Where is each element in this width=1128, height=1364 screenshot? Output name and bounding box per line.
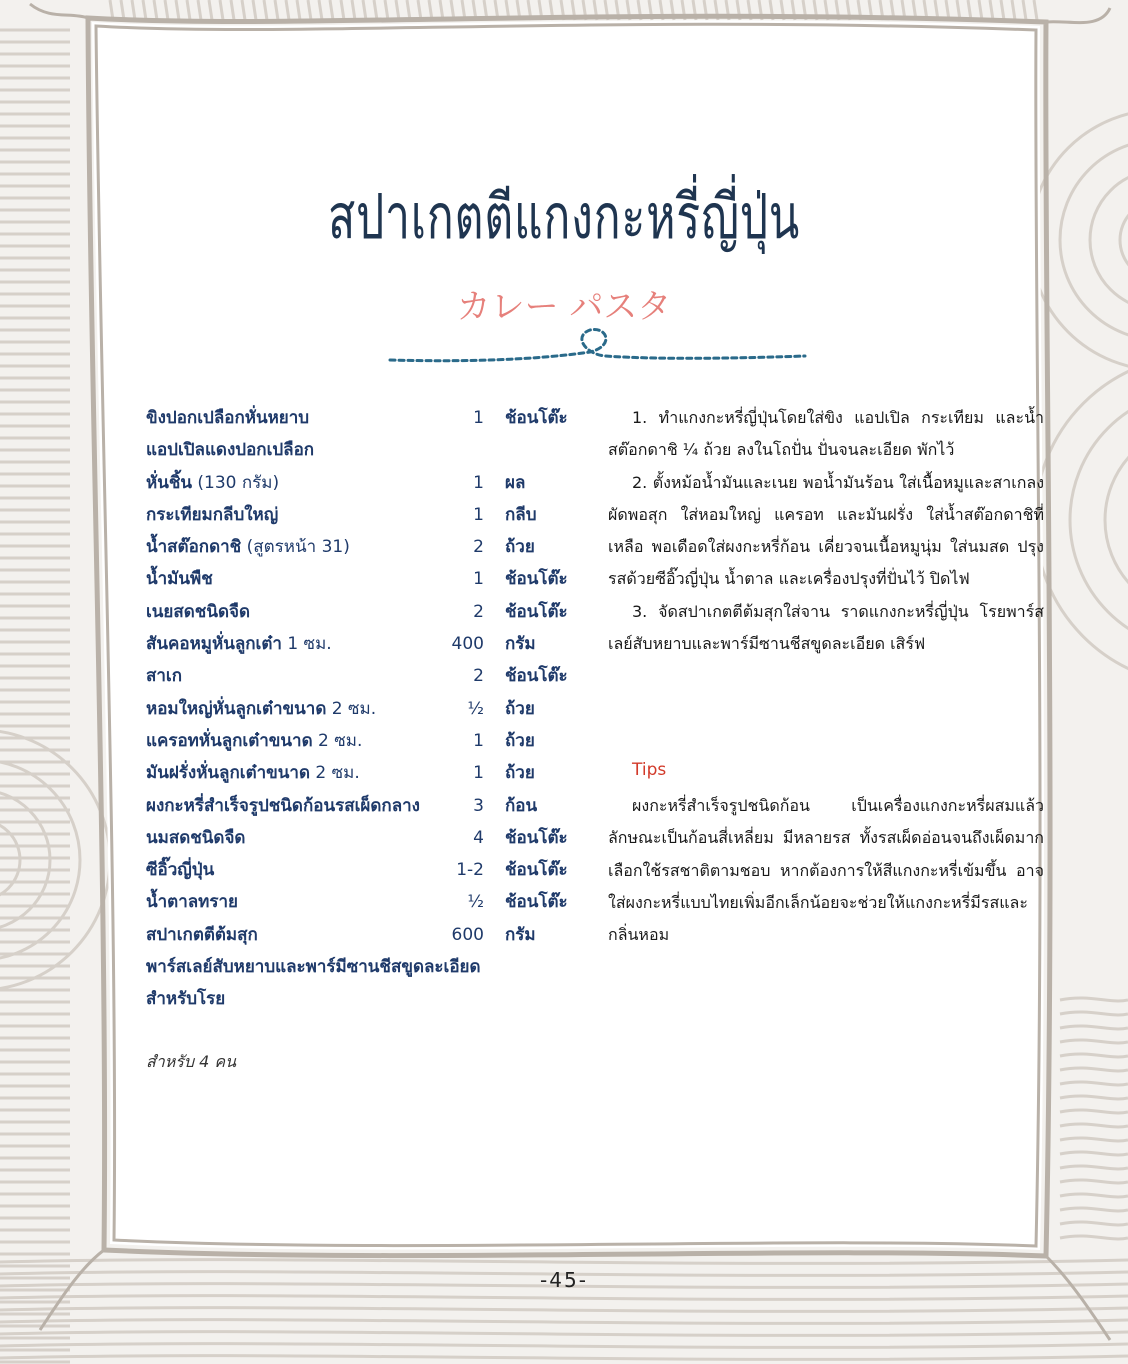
ingredient-quantity: ½ — [467, 698, 484, 719]
ingredient-name-main: น้ำสต๊อกดาชิ — [146, 537, 242, 558]
ingredient-name — [146, 531, 350, 563]
ingredient-row — [146, 790, 586, 822]
ingredient-row — [146, 660, 586, 692]
ingredient-row — [146, 402, 586, 434]
ingredient-name-detail: 2 ซม. — [326, 698, 377, 719]
ingredient-quantity: 1 — [473, 408, 484, 428]
ingredient-name: ผงกะหรี่สำเร็จรูปชนิดก้อนรสเผ็ดกลาง — [146, 795, 420, 816]
ingredient-row — [146, 628, 586, 660]
tips-section — [608, 790, 1044, 951]
ingredient-quantity: 400 — [451, 634, 484, 655]
step-2: 2. ตั้งหม้อน้ำมันและเนย พอน้ำมันร้อน ใส่เนื้อหมูและสาเกลงผัดพอสุก ใส่หอมใหญ่ แครอท และมันฝรั่ง ใส่น้ำสต๊อกดาชิที่เหลือ พอเดือดใส่ผงกะหรี่ก้อน เคี่ยวจนเนื้อหมูนุ่ม ใส่นมสด ปรุงรสด้วยซีอิ๊วญี่ปุ่น น้ำตาล และเครื่องปรุงที่ปั่นไว้ ปิดไฟ — [608, 472, 1044, 589]
ingredient-name — [146, 693, 376, 725]
ingredient-row — [146, 563, 586, 595]
page-number: -45- — [540, 1268, 588, 1292]
ingredient-row — [146, 434, 586, 466]
ingredient-name-detail: 2 ซม. — [309, 763, 360, 784]
step-1: 1. ทำแกงกะหรี่ญี่ปุ่นโดยใส่ขิง แอปเปิล กระเทียม และน้ำสต๊อกดาชิ ¼ ถ้วย ลงในโถปั่น ปั่นจนละเอียด พักไว้ — [608, 408, 1044, 460]
ingredient-name-detail: (สูตรหน้า 31) — [241, 537, 350, 558]
ingredient-row — [146, 886, 586, 918]
ingredient-name — [146, 725, 362, 757]
ingredient-name: ซีอิ๊วญี่ปุ่น — [146, 860, 215, 881]
ingredient-unit: ช้อนโต๊ะ — [505, 569, 568, 590]
ingredient-unit: กลีบ — [505, 504, 537, 525]
tips-heading: Tips — [632, 760, 667, 780]
ingredient-name — [146, 628, 332, 660]
ingredient-unit: ถ้วย — [505, 698, 535, 719]
ingredient-row — [146, 951, 586, 983]
ingredient-quantity: 1 — [473, 730, 484, 751]
ingredient-row — [146, 531, 586, 563]
ingredient-quantity: 600 — [451, 924, 484, 945]
ingredient-name-main: หั่นชิ้น — [146, 472, 192, 493]
ingredient-quantity: 3 — [473, 795, 484, 816]
ingredient-quantity: ½ — [467, 892, 484, 913]
ingredient-row — [146, 854, 586, 886]
ingredient-name-detail: 1 ซม. — [281, 634, 332, 655]
ingredient-name: พาร์สเลย์สับหยาบและพาร์มีซานชีสขูดละเอียด — [146, 957, 481, 978]
ingredient-unit: ช้อนโต๊ะ — [505, 827, 568, 848]
ingredient-unit: ช้อนโต๊ะ — [505, 860, 568, 881]
ingredient-name-detail: (130 กรัม) — [192, 472, 280, 493]
ingredient-row — [146, 822, 586, 854]
ingredient-unit: ถ้วย — [505, 537, 535, 558]
ingredient-name: เนยสดชนิดจืด — [146, 601, 251, 622]
method-steps — [608, 402, 1044, 660]
ingredient-name: น้ำตาลทราย — [146, 892, 239, 913]
ingredient-quantity: 1 — [473, 569, 484, 590]
ingredient-name-main: แครอทหั่นลูกเต๋าขนาด — [146, 730, 313, 751]
ingredient-row — [146, 499, 586, 531]
ingredient-name-detail: 2 ซม. — [312, 730, 363, 751]
ingredient-row — [146, 596, 586, 628]
serves-note: สำหรับ 4 คน — [146, 1052, 237, 1071]
ingredient-unit: ช้อนโต๊ะ — [505, 601, 568, 622]
step-3: 3. จัดสปาเกตตีต้มสุกใส่จาน ราดแกงกะหรี่ญี่ปุ่น โรยพาร์สเลย์สับหยาบและพาร์มีซานชีสขูดละเอียด เสิร์ฟ — [608, 601, 1044, 654]
ingredient-quantity: 1 — [473, 504, 484, 525]
ingredient-name: น้ำมันพืช — [146, 569, 213, 590]
dashed-divider-ornament — [385, 322, 810, 372]
ingredient-quantity: 2 — [473, 601, 484, 622]
ingredient-name: นมสดชนิดจืด — [146, 827, 246, 848]
ingredient-unit: ถ้วย — [505, 763, 535, 784]
ingredient-quantity: 1 — [473, 763, 484, 784]
ingredient-unit: ช้อนโต๊ะ — [505, 892, 568, 913]
ingredient-row — [146, 467, 586, 499]
ingredient-name — [146, 757, 360, 789]
ingredient-row — [146, 919, 586, 951]
ingredient-name-main: หอมใหญ่หั่นลูกเต๋าขนาด — [146, 698, 327, 719]
ingredient-unit: ช้อนโต๊ะ — [505, 666, 568, 687]
ingredient-name-main: สันคอหมูหั่นลูกเต๋า — [146, 634, 282, 655]
ingredient-quantity: 1 — [473, 472, 484, 493]
ingredient-quantity: 4 — [473, 827, 484, 848]
ingredients-list — [146, 402, 586, 1016]
ingredient-row — [146, 757, 586, 789]
ingredient-unit: ช้อนโต๊ะ — [505, 408, 568, 428]
page-title: สปาเกตตีแกงกะหรี่ญี่ปุ่น — [327, 180, 801, 253]
ingredient-row — [146, 693, 586, 725]
ingredient-unit: ก้อน — [505, 795, 538, 816]
ingredient-unit: กรัม — [505, 634, 536, 655]
ingredient-quantity: 1-2 — [456, 860, 484, 881]
page-subtitle: カレー パスタ — [456, 287, 672, 327]
ingredient-row — [146, 983, 586, 1015]
tips-text: ผงกะหรี่สำเร็จรูปชนิดก้อน เป็นเครื่องแกงกะหรี่ผสมแล้วลักษณะเป็นก้อนสี่เหลี่ยม มีหลายรส ทั้งรสเผ็ดอ่อนจนถึงเผ็ดมาก เลือกใช้รสชาติตามชอบ หากต้องการให้สีแกงกะหรี่เข้มขึ้น อาจใส่ผงกะหรี่แบบไทยเพิ่มอีกเล็กน้อยจะช่วยให้แกงกะหรี่มีรสและกลิ่นหอม — [608, 796, 1044, 945]
ingredient-name-main: มันฝรั่งหั่นลูกเต๋าขนาด — [146, 763, 310, 784]
ingredient-quantity: 2 — [473, 666, 484, 687]
ingredient-name: สำหรับโรย — [146, 989, 226, 1010]
ingredient-name: สปาเกตตีต้มสุก — [146, 924, 258, 945]
ingredient-unit: ผล — [505, 472, 526, 493]
ingredient-name: สาเก — [146, 666, 183, 687]
ingredient-row — [146, 725, 586, 757]
ingredient-unit: กรัม — [505, 924, 536, 945]
ingredient-name: กระเทียมกลีบใหญ่ — [146, 504, 279, 525]
ingredient-unit: ถ้วย — [505, 730, 535, 751]
ingredient-quantity: 2 — [473, 537, 484, 558]
ingredient-name — [146, 467, 279, 499]
ingredient-name: ขิงปอกเปลือกหั่นหยาบ — [146, 408, 310, 428]
ingredient-name: แอปเปิลแดงปอกเปลือก — [146, 440, 315, 461]
